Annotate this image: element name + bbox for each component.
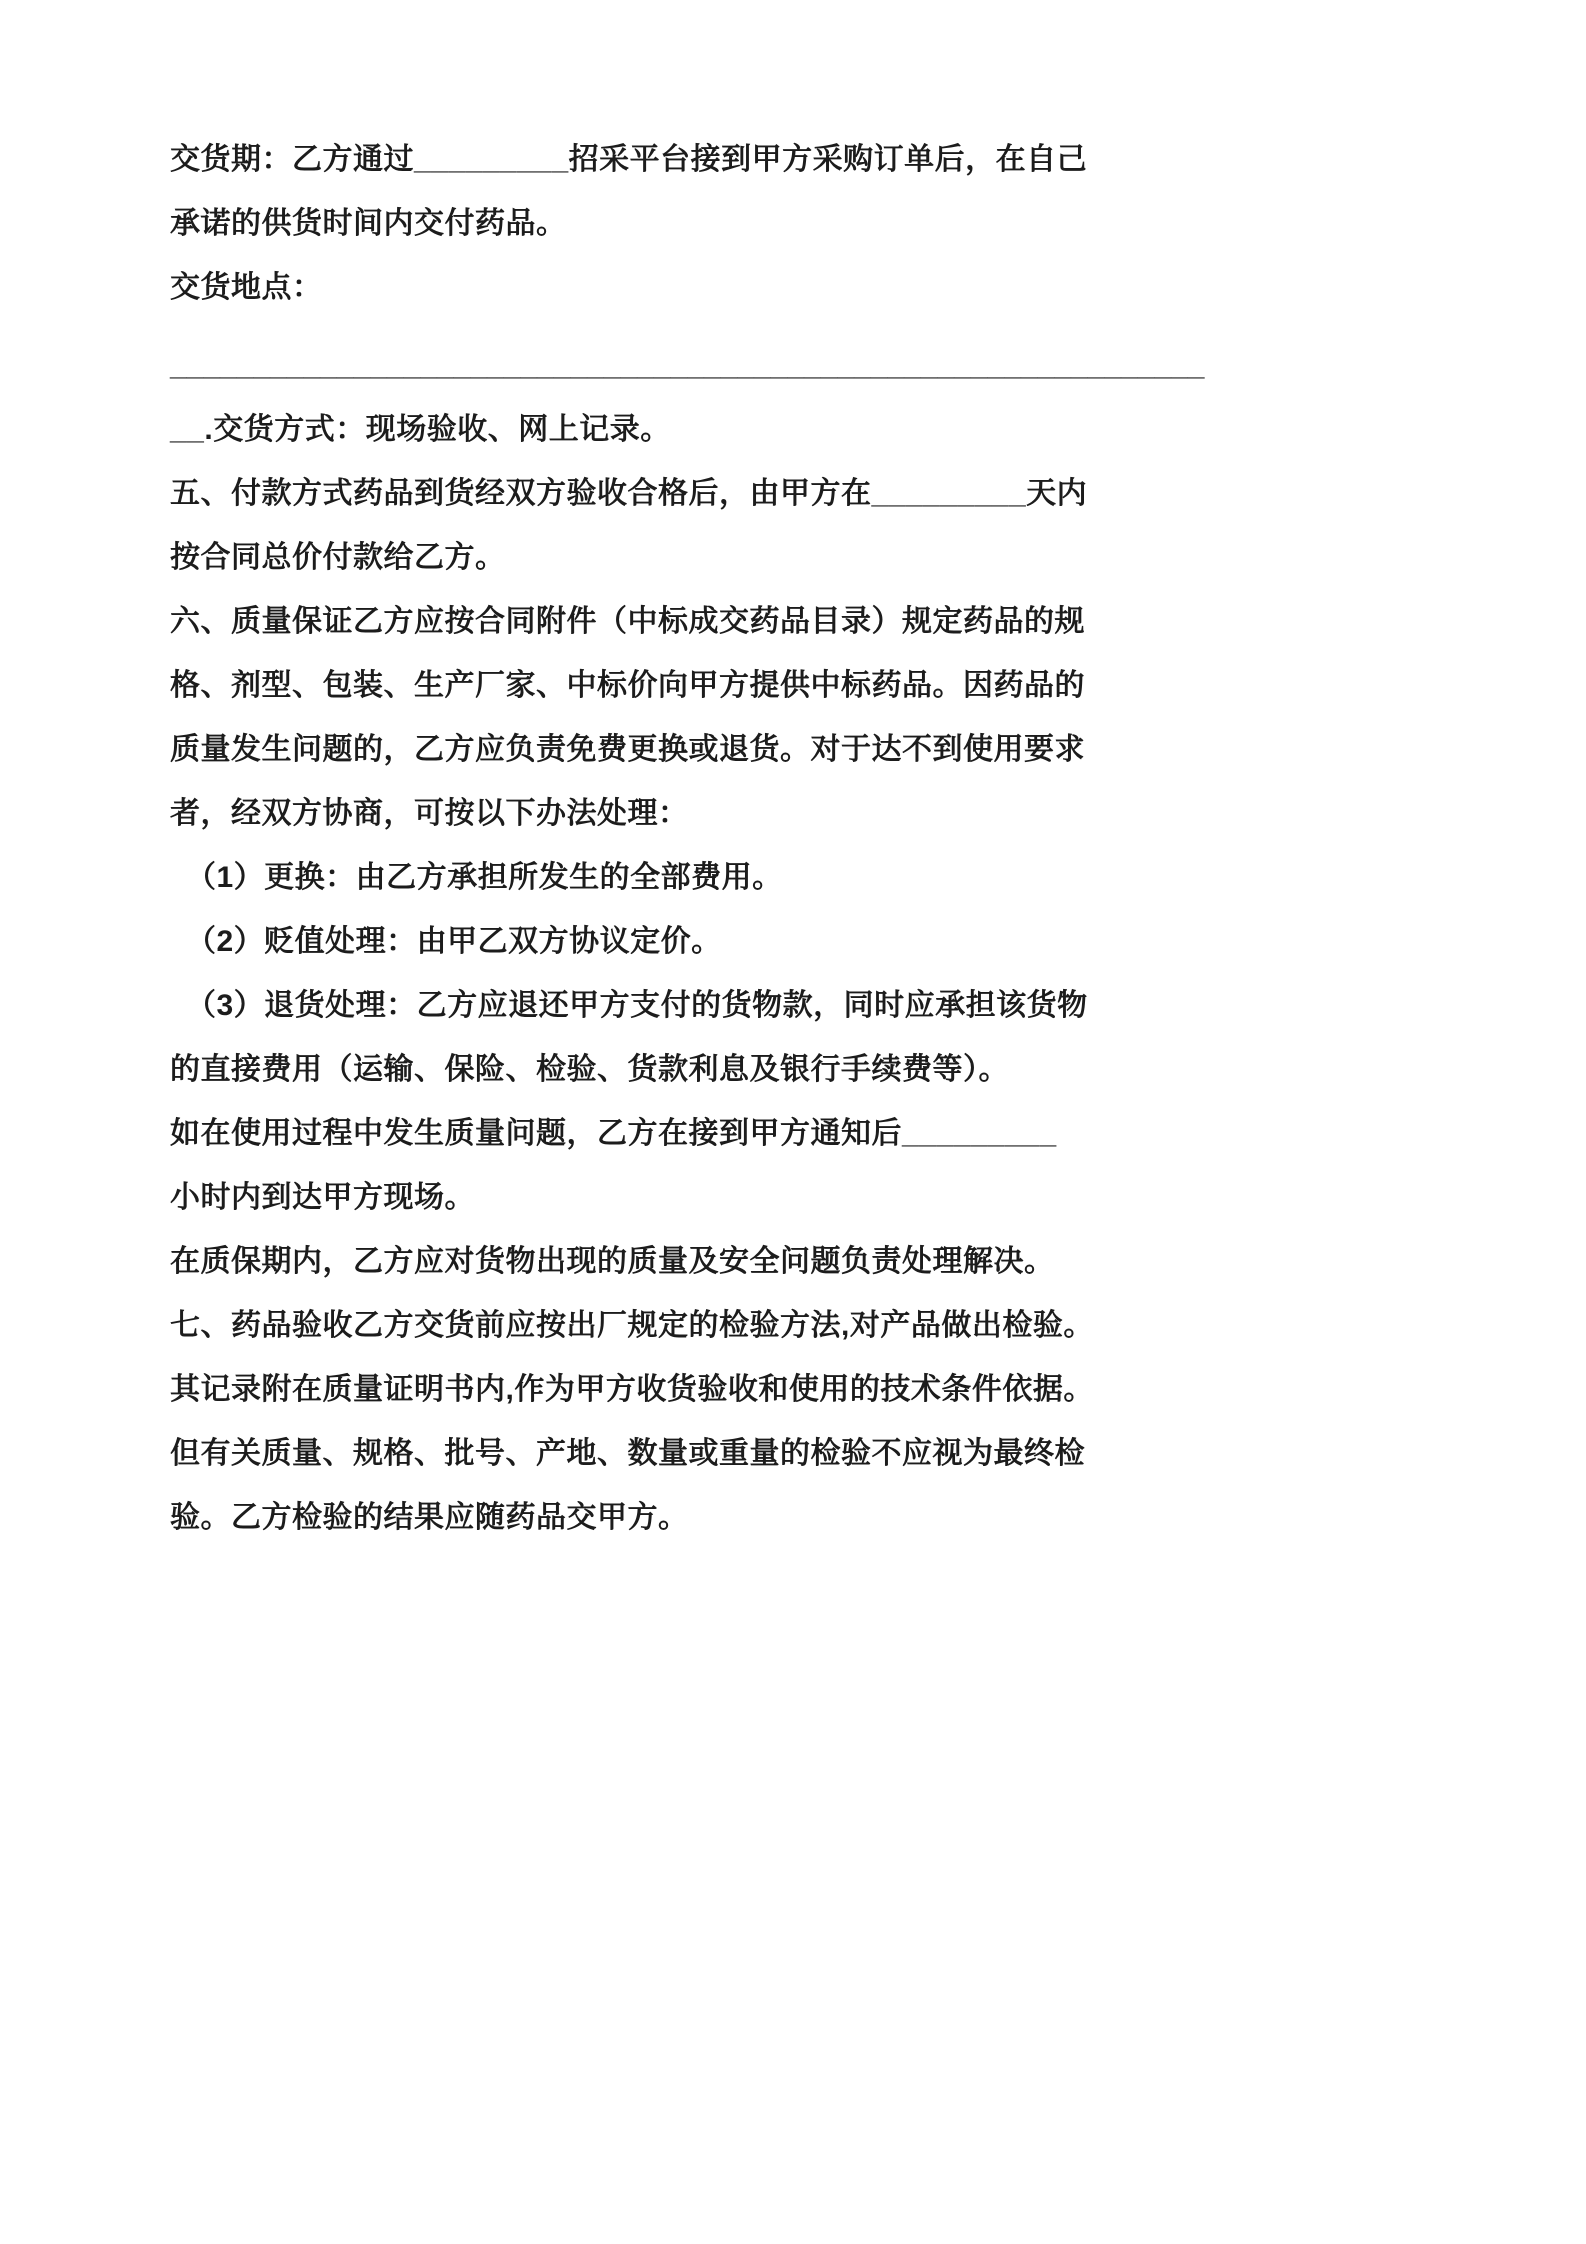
contract-line-item3-return: （3）退货处理：乙方应退还甲方支付的货物款，同时应承担该货物 xyxy=(186,989,1088,1022)
contract-line-quality-issue-notice: 如在使用过程中发生质量问题，乙方在接到甲方通知后_________ xyxy=(170,1117,1057,1150)
contract-line-quality-issue-notice-cont: 小时内到达甲方现场。 xyxy=(170,1181,475,1214)
contract-line-item2-devalue: （2）贬值处理：由甲乙双方协议定价。 xyxy=(186,925,722,958)
contract-line-clause7-inspection: 七、药品验收乙方交货前应按出厂规定的检验方法,对产品做出检验。 xyxy=(170,1309,1094,1342)
contract-line-delivery-period-cont: 承诺的供货时间内交付药品。 xyxy=(170,207,567,240)
contract-line-clause6-quality-cont1: 格、剂型、包装、生产厂家、中标价向甲方提供中标药品。因药品的 xyxy=(170,669,1085,702)
contract-line-clause7-inspection-cont1: 其记录附在质量证明书内,作为甲方收货验收和使用的技术条件依据。 xyxy=(170,1373,1094,1406)
contract-line-clause5-payment-cont: 按合同总价付款给乙方。 xyxy=(170,541,506,574)
contract-line-blank-underline: ______________________________________________________________ xyxy=(170,349,1205,382)
contract-line-clause6-quality-cont3: 者，经双方协商，可按以下办法处理： xyxy=(170,797,689,830)
contract-line-delivery-period: 交货期：乙方通过_________招采平台接到甲方采购订单后，在自己 xyxy=(170,143,1088,176)
contract-line-delivery-place-label: 交货地点： xyxy=(170,271,323,304)
contract-line-item1-replace: （1）更换：由乙方承担所发生的全部费用。 xyxy=(186,861,783,894)
contract-line-clause6-quality-cont2: 质量发生问题的，乙方应负责免费更换或退货。对于达不到使用要求 xyxy=(170,733,1085,766)
contract-line-item3-return-cont: 的直接费用（运输、保险、检验、货款利息及银行手续费等）。 xyxy=(170,1053,1009,1086)
contract-line-clause6-quality: 六、质量保证乙方应按合同附件（中标成交药品目录）规定药品的规 xyxy=(170,605,1085,638)
contract-line-clause7-inspection-cont2: 但有关质量、规格、批号、产地、数量或重量的检验不应视为最终检 xyxy=(170,1437,1085,1470)
contract-line-clause7-inspection-cont3: 验。乙方检验的结果应随药品交甲方。 xyxy=(170,1501,689,1534)
contract-line-clause5-payment: 五、付款方式药品到货经双方验收合格后，由甲方在_________天内 xyxy=(170,477,1088,510)
contract-line-warranty-period: 在质保期内，乙方应对货物出现的质量及安全问题负责处理解决。 xyxy=(170,1245,1055,1278)
contract-line-delivery-method: __.交货方式：现场验收、网上记录。 xyxy=(170,413,671,446)
